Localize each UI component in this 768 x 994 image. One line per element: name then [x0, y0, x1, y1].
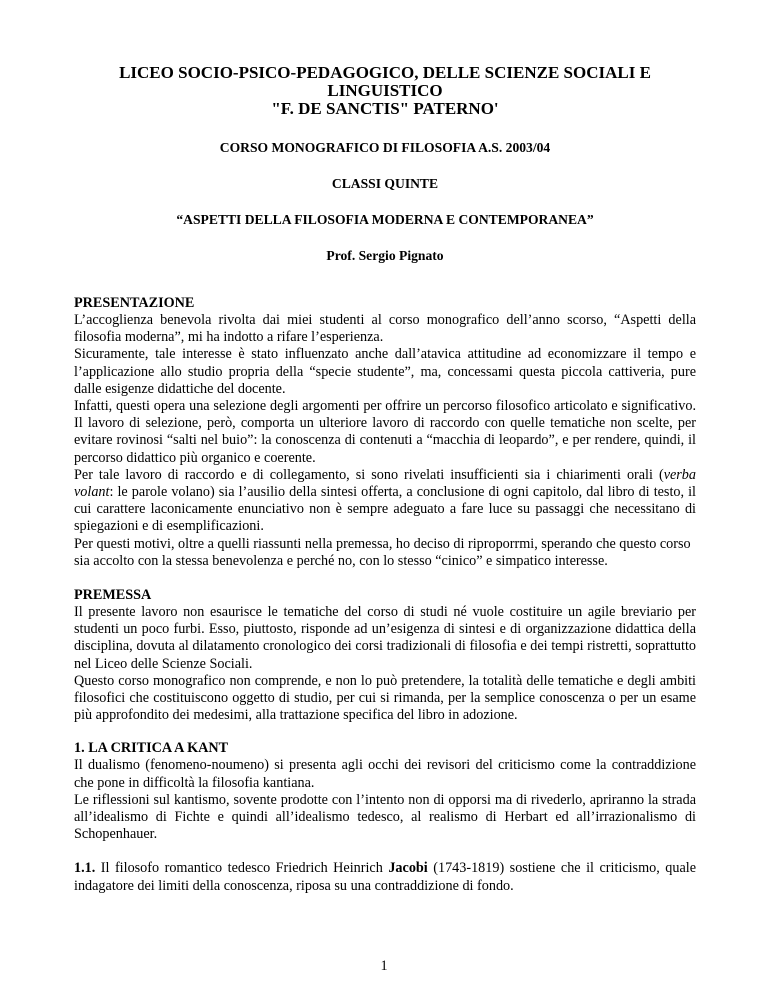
document-page: [74, 64, 696, 895]
subsection-1-1: [74, 860, 696, 894]
premessa-heading: PREMESSA: [74, 587, 152, 604]
subject-title: “ASPETTI DELLA FILOSOFIA MODERNA E CONTEMPORANEA”: [176, 212, 594, 227]
critica-paragraph-1: Il dualismo (fenomeno-noumeno) si presenta agli occhi dei revisori del criticismo come la contraddizione che pone in difficoltà la filosofia kantiana.: [74, 757, 696, 791]
presentazione-paragraph-5: Per questi motivi, oltre a quelli riassunti nella premessa, ho deciso di riproporrmi, sperando che questo corso sia accolto con la stessa benevolenza e perché no, con lo stesso “cinico” e simpatico interesse.: [74, 535, 691, 569]
p4-text-before: Per tale lavoro di raccordo e di collegamento, si sono rivelati insufficienti sia i chiarimenti orali (: [74, 466, 664, 483]
premessa-paragraph-1: Il presente lavoro non esaurisce le tematiche del corso di studi né vuole costituire un agile breviario per studenti un poco furbi. Esso, piuttosto, risponde ad un’esigenza di sintesi e di organizzazione didattica della disciplina, dovuta al dilatamento cronologico dei corsi tradizionali di filosofia e dei tempi ristretti, soprattutto nel Liceo delle Scienze Sociali.: [74, 604, 696, 672]
critica-kant-heading: 1. LA CRITICA A KANT: [74, 740, 229, 757]
classes-label: CLASSI QUINTE: [331, 176, 439, 191]
subsection-text-before: Il filosofo romantico tedesco Friedrich Heinrich: [95, 860, 389, 877]
school-title-line-2: LINGUISTICO: [327, 81, 443, 100]
premessa-paragraph-2: Questo corso monografico non comprende, e non lo può pretendere, la totalità delle tematiche e degli ambiti filosofici che costituiscono oggetto di studio, per cui si rimanda, per la semplice conoscenza o per un esame più approfondito dei medesimi, alla trattazione specifica del libro in adozione.: [74, 672, 696, 724]
presentazione-paragraph-3: Infatti, questi opera una selezione degli argomenti per offrire un percorso filosofico articolato e significativo. Il lavoro di selezione, però, comporta un ulteriore lavoro di raccordo con quelle tematiche non scelte, per evitare rovinosi “salti nel buio”: la conoscenza di contenuti a “macchia di leopardo”, e per rendere, quindi, il percorso didattico più organico e coerente.: [74, 398, 696, 466]
school-title-line-3: "F. DE SANCTIS" PATERNO': [271, 99, 499, 118]
page-number: 1: [380, 958, 388, 974]
school-title: [74, 64, 696, 118]
presentazione-paragraph-2: Sicuramente, tale interesse è stato influenzato anche dall’atavica attitudine ad economizzare il tempo e l’applicazione allo studio propria della “specie studente”, ma, concessami questa piccola cattiveria, pure dalle esigenze didattiche del docente.: [74, 346, 696, 397]
philosopher-name: Jacobi: [388, 860, 428, 877]
subsection-number: 1.1.: [74, 860, 96, 877]
subsection-text-after: (1743-1819) sostiene che il criticismo, quale indagatore dei limiti della conoscenza, riposa su una contraddizione di fondo.: [74, 860, 696, 894]
school-title-line-1: LICEO SOCIO-PSICO-PEDAGOGICO, DELLE SCIENZE SOCIALI E: [119, 63, 651, 82]
course-title: CORSO MONOGRAFICO DI FILOSOFIA A.S. 2003/04: [219, 140, 551, 155]
author-name: Prof. Sergio Pignato: [326, 248, 444, 263]
p4-latin-phrase: verba volant: [74, 466, 696, 501]
presentazione-paragraph-4: [74, 467, 696, 536]
presentazione-heading: PRESENTAZIONE: [74, 295, 195, 311]
critica-paragraph-2: Le riflessioni sul kantismo, sovente prodotte con l’intento non di opporsi ma di rivederlo, apriranno la strada all’idealismo di Fichte e quindi all’idealismo tedesco, al realismo di Herbart ed all’irrazionalismo di Schopenhauer.: [74, 791, 696, 843]
presentazione-paragraph-1: L’accoglienza benevola rivolta dai miei studenti al corso monografico dell’anno scorso, “Aspetti della filosofia moderna”, mi ha indotto a rifare l’esperienza.: [74, 312, 696, 346]
p4-text-after: : le parole volano) sia l’ausilio della sintesi offerta, a conclusione di ogni capitolo, dal libro di testo, il cui carattere laconicamente enunciativo non è sempre adeguato a fare luce su passaggi che necessitano di spiegazioni e di esemplificazioni.: [74, 484, 696, 535]
